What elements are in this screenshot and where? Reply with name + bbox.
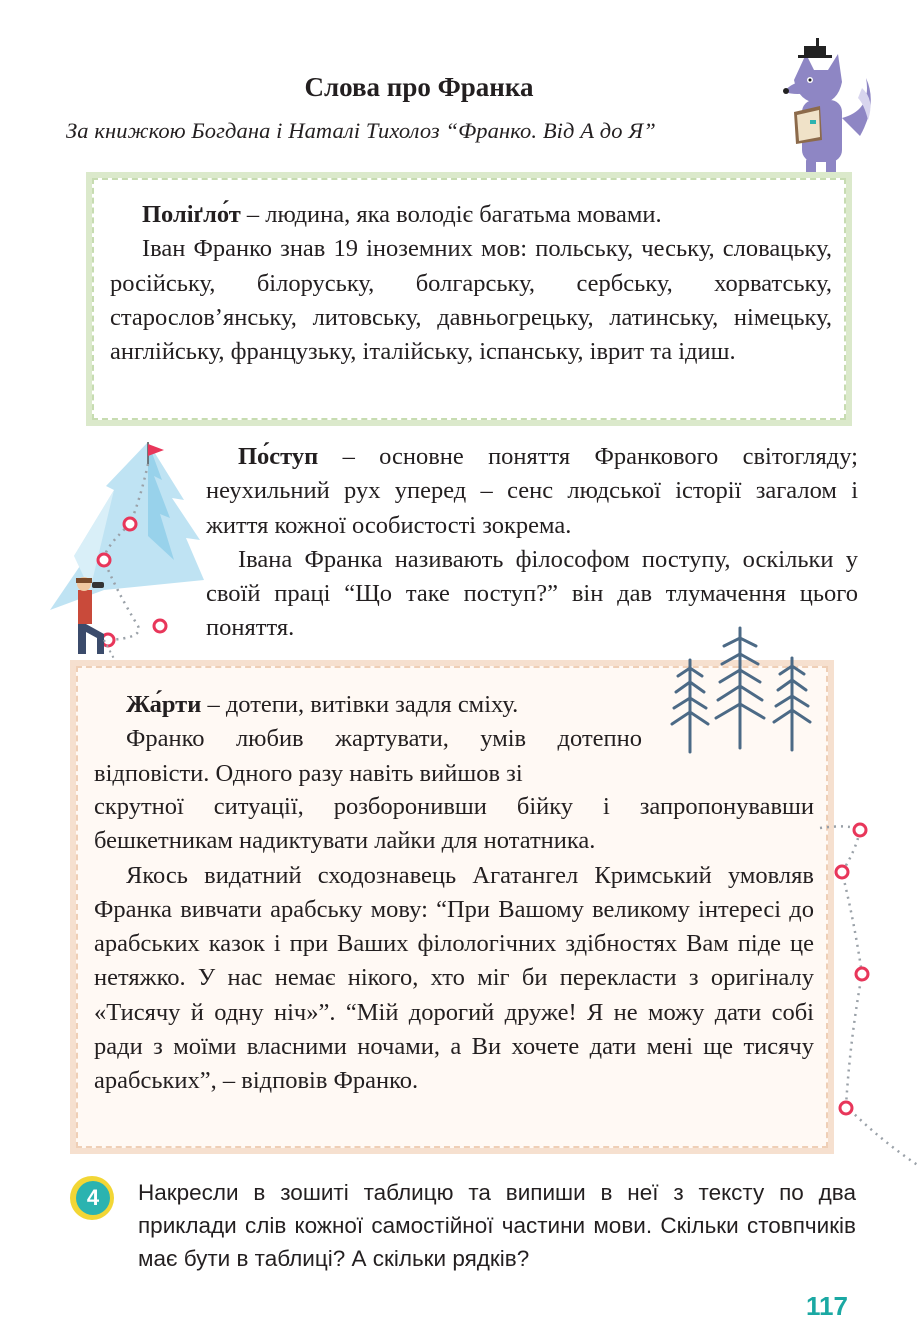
progress-body: Івана Франка називають філософом поступу, оскільки у своїй праці “Що таке поступ?” він дав тлумачення цього поняття. <box>206 545 858 642</box>
polyglot-body: Іван Франко знав 19 іноземних мов: польську, чеську, словацьку, російську, білоруську, болгарську, сербську, хорватську, старослов’янську, литовську, давньогрецьку, латинську, німецьку, англійську, французьку, італійську, іспанську, іврит та ідиш. <box>110 235 832 366</box>
source-subtitle: За книжкою Богдана і Наталі Тихолоз “Франко. Від А до Я” <box>66 118 656 143</box>
mountain-climber-icon <box>44 440 214 670</box>
term-polyglot: Поліґло́т <box>142 201 241 228</box>
jokes-body-part2: скрутної ситуації, розборонивши бійку і запропонувавши бешкетникам надиктувати лайки для нотатника. <box>94 793 814 855</box>
wolf-reading-icon <box>780 40 876 180</box>
progress-section <box>206 440 858 646</box>
progress-definition: – основне поняття Франкового світогляду; неухильний рух уперед – сенс людської історії загалом і життя кожної особистості зокрема. <box>206 443 858 539</box>
task-number: 4 <box>76 1181 110 1215</box>
page-title: Слова про Франка <box>304 72 534 102</box>
jokes-definition: – дотепи, витівки задля сміху. <box>201 691 519 718</box>
polyglot-definition: – людина, яка володіє багатьма мовами. <box>240 201 662 228</box>
task-text: Накресли в зошиті таблицю та випиши в неї з тексту по два приклади слів кожної самостійної частини мови. Скільки стовпчиків має бути в таблиці? А скільки рядків? <box>138 1180 856 1271</box>
jokes-section-top <box>94 688 642 791</box>
page-number: 117 <box>806 1291 848 1321</box>
route-dots-icon <box>820 810 919 1170</box>
jokes-section-bottom <box>94 790 814 1099</box>
jokes-body-part1: Франко любив жартувати, умів дотепно відповісти. Одного разу навіть вийшов зі <box>94 725 642 787</box>
term-jokes: Жа́рти <box>126 691 202 718</box>
pine-trees-icon <box>660 624 820 754</box>
polyglot-section <box>110 198 832 369</box>
jokes-body-kryms: Якось видатний сходознавець Агатангел Кримський умовляв Франка вивчати арабську мову: “При Вашому великому інтересі до арабських казок і при Ваших філологічних здібностях Вам піде це нетяжко. У нас немає нікого, хто міг би перекласти з оригіналу «Тисячу й одну ніч»”. “Мій дорогий друже! Я не можу дати собі ради з моїми власними ночами, а Ви хочете дати мені ще тисячу арабських”, – відповів Франко. <box>94 861 814 1095</box>
term-progress: По́ступ <box>238 443 319 470</box>
task-number-badge <box>70 1176 114 1220</box>
